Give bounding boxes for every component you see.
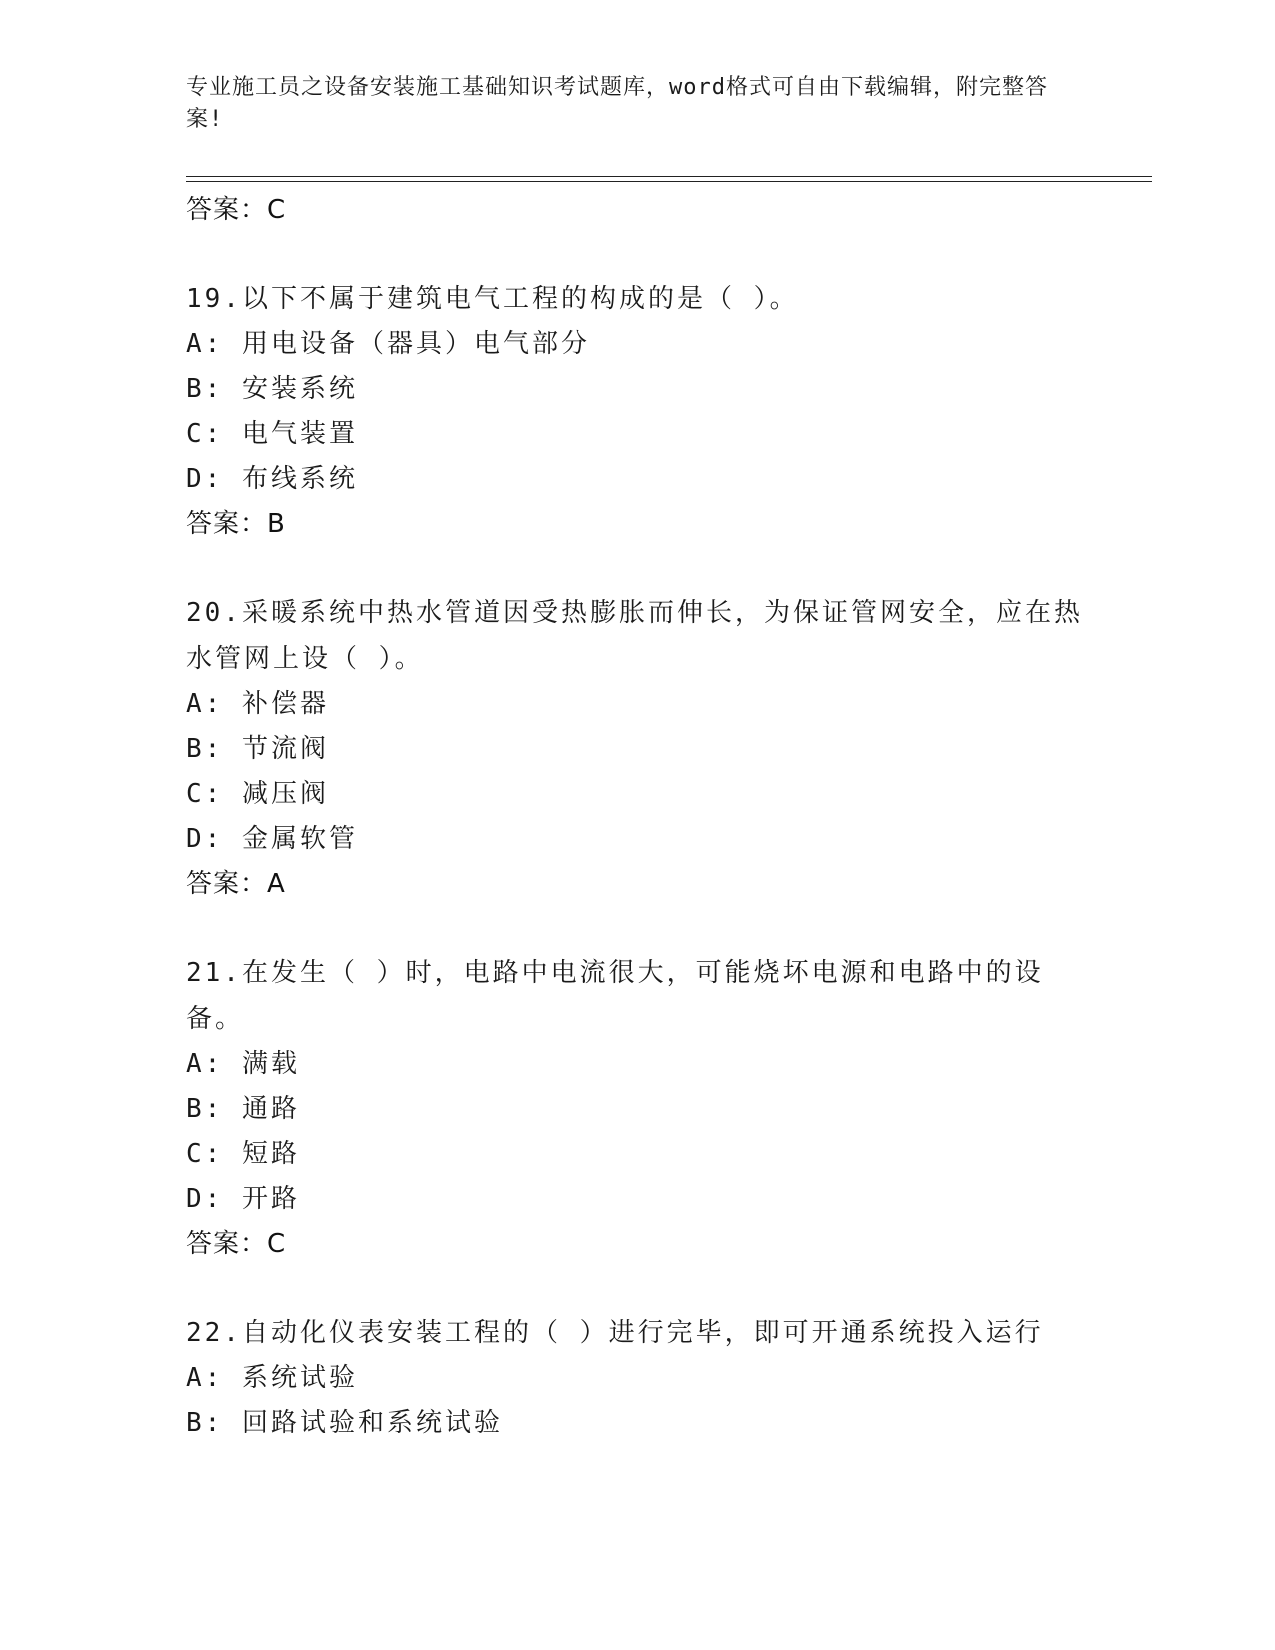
option-c: C: 电气装置: [186, 419, 358, 449]
answer-21: 答案：C: [186, 1229, 287, 1259]
option-d: D: 布线系统: [186, 464, 358, 494]
spacer: [186, 1266, 1086, 1310]
question-20: [186, 590, 1086, 906]
question-text: 20.采暖系统中热水管道因受热膨胀而伸长，为保证管网安全，应在热水管网上设（ ）。: [186, 598, 1083, 674]
option-b: B: 通路: [186, 1094, 300, 1124]
option-b: B: 安装系统: [186, 374, 358, 404]
question-text: 21.在发生（ ）时，电路中电流很大，可能烧坏电源和电路中的设备。: [186, 958, 1044, 1034]
page-header-text: 专业施工员之设备安装施工基础知识考试题库，word格式可自由下载编辑，附完整答案!: [186, 75, 1048, 132]
spacer: [186, 906, 1086, 950]
answer-18: 答案：C: [186, 195, 287, 225]
spacer: [186, 546, 1086, 590]
option-c: C: 短路: [186, 1139, 300, 1169]
option-a: A: 用电设备（器具）电气部分: [186, 329, 590, 359]
option-d: D: 开路: [186, 1184, 300, 1214]
question-text: 22.自动化仪表安装工程的（ ）进行完毕，即可开通系统投入运行: [186, 1318, 1044, 1348]
option-a: A: 补偿器: [186, 689, 329, 719]
option-c: C: 减压阀: [186, 779, 329, 809]
option-a: A: 满载: [186, 1049, 300, 1079]
spacer: [186, 232, 1086, 276]
option-b: B: 节流阀: [186, 734, 329, 764]
option-a: A: 系统试验: [186, 1363, 358, 1393]
question-21: [186, 950, 1086, 1266]
option-b: B: 回路试验和系统试验: [186, 1408, 503, 1438]
answer-20: 答案：A: [186, 869, 286, 899]
option-d: D: 金属软管: [186, 824, 358, 854]
question-text: 19.以下不属于建筑电气工程的构成的是（ ）。: [186, 284, 799, 314]
header-divider: [186, 176, 1152, 182]
answer-19: 答案：B: [186, 509, 286, 539]
question-list: [186, 188, 1086, 1446]
question-19: [186, 276, 1086, 546]
question-22: [186, 1310, 1086, 1446]
